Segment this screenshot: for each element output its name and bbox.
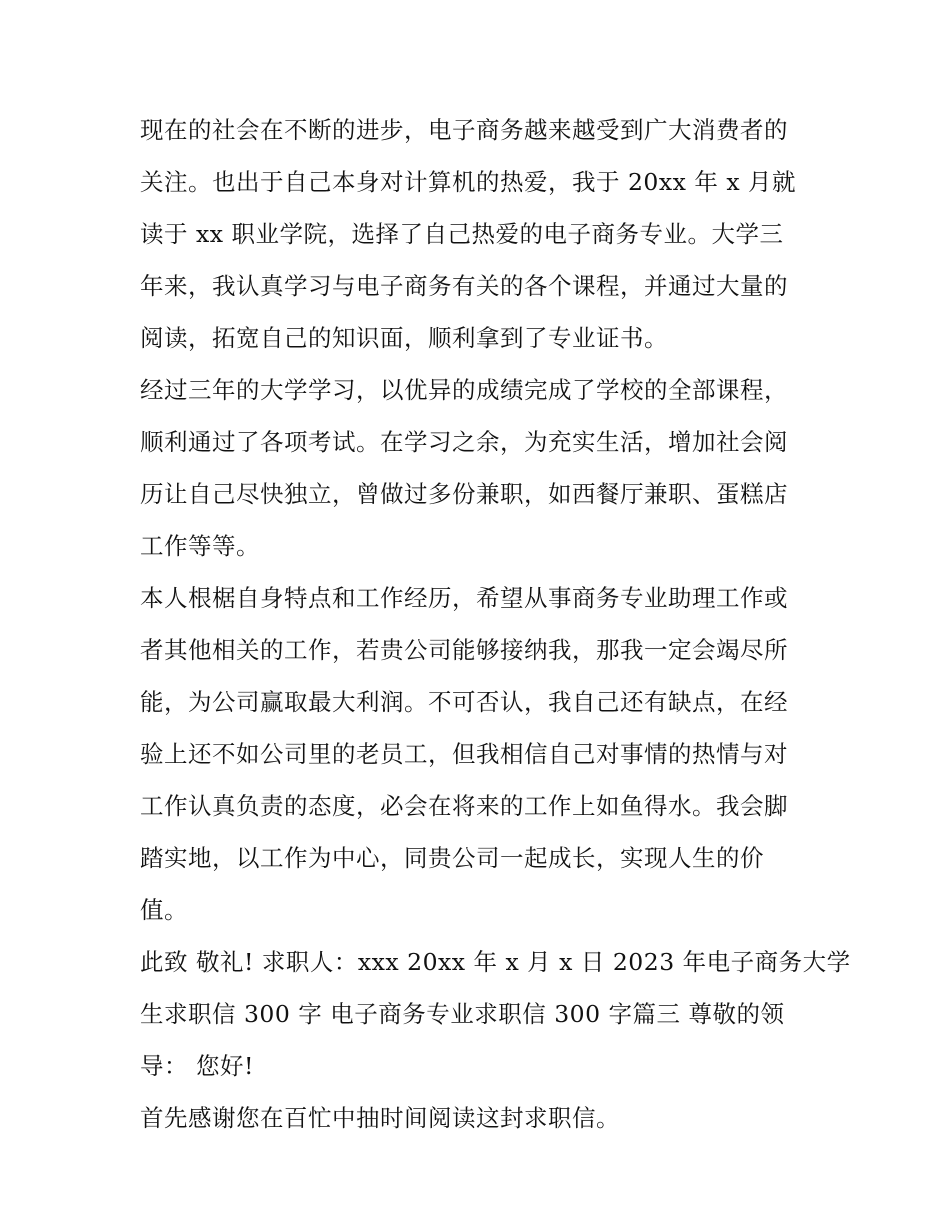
text-line: 验上还不如公司里的老员工，但我相信自己对事情的热情与对 — [140, 740, 788, 768]
text-line: 读于 xx 职业学院，选择了自己热爱的电子商务专业。大学三 — [140, 220, 784, 248]
text-line: 工作认真负责的态度，必会在将来的工作上如鱼得水。我会脚 — [140, 792, 788, 820]
text-line: 能，为公司赢取最大利润。不可否认，我自己还有缺点，在经 — [140, 688, 788, 716]
text-line: 工作等等。 — [140, 532, 260, 560]
text-line: 导： 您好! — [140, 1052, 254, 1080]
text-line: 踏实地，以工作为中心，同贵公司一起成长，实现人生的价 — [140, 844, 764, 872]
text-line: 历让自己尽快独立，曾做过多份兼职，如西餐厅兼职、蛋糕店 — [140, 480, 788, 508]
text-line: 现在的社会在不断的进步，电子商务越来越受到广大消费者的 — [140, 116, 788, 144]
text-line: 此致 敬礼! 求职人：xxx 20xx 年 x 月 x 日 2023 年电子商务大学 — [140, 948, 851, 976]
text-line: 生求职信 300 字 电子商务专业求职信 300 字篇三 尊敬的领 — [140, 1000, 785, 1028]
text-line: 者其他相关的工作，若贵公司能够接纳我，那我一定会竭尽所 — [140, 636, 788, 664]
text-line: 关注。也出于自己本身对计算机的热爱，我于 20xx 年 x 月就 — [140, 168, 797, 196]
text-line: 经过三年的大学学习，以优异的成绩完成了学校的全部课程， — [140, 376, 788, 404]
letter-body — [140, 104, 851, 1144]
text-line: 首先感谢您在百忙中抽时间阅读这封求职信。 — [140, 1104, 620, 1132]
text-line: 本人根椐自身特点和工作经历，希望从事商务专业助理工作或 — [140, 584, 788, 612]
text-line: 年来，我认真学习与电子商务有关的各个课程，并通过大量的 — [140, 272, 788, 300]
text-line: 顺利通过了各项考试。在学习之余，为充实生活，增加社会阅 — [140, 428, 788, 456]
text-line: 值。 — [140, 896, 188, 924]
text-line: 阅读，拓宽自己的知识面，顺利拿到了专业证书。 — [140, 324, 668, 352]
